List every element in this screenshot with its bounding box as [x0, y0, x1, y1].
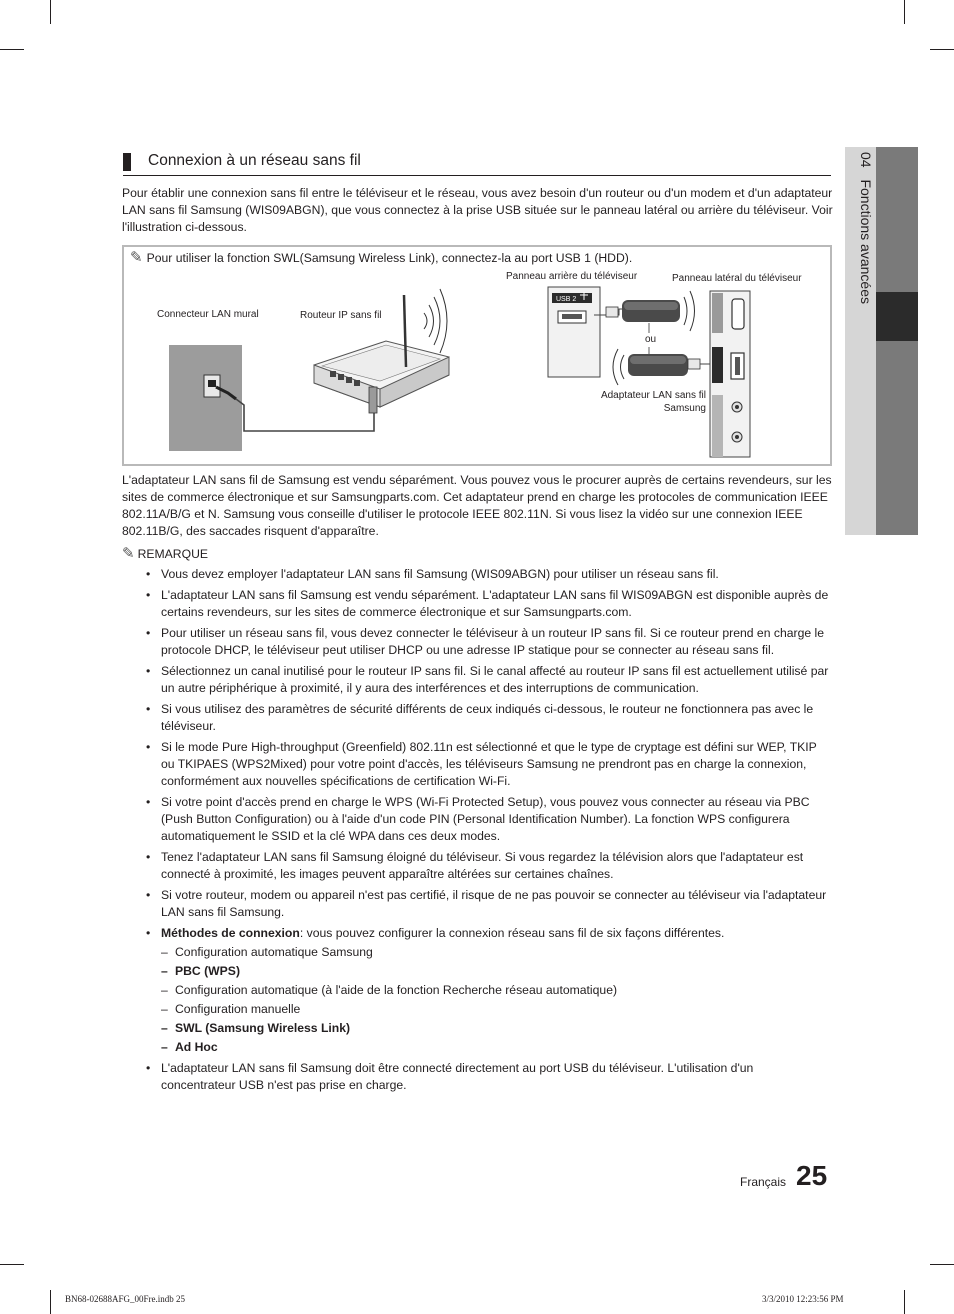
note-item: • Tenez l'adaptateur LAN sans fil Samsung éloigné du téléviseur. Si vous regardez la télévision alors que l'adaptateur est connecté à proximité, les images peuvent apparaître altérées sur certaines chaînes.: [146, 849, 830, 883]
label-wall-lan: Connecteur LAN mural: [157, 309, 259, 320]
note-item: • Pour utiliser un réseau sans fil, vous devez connecter le téléviseur à un routeur IP sans fil. Si ce routeur prend en charge le protocole DHCP, le téléviseur peut utiliser DHCP ou une adresse IP statique pour se connecter au réseau sans fil.: [146, 625, 830, 659]
crop-mark: [930, 49, 954, 50]
figure-drawing: [124, 247, 830, 464]
wall-lan-illustration: [169, 345, 242, 451]
label-adapter-line1: Adaptateur LAN sans fil: [600, 390, 706, 401]
method-item: – Configuration manuelle: [161, 1001, 830, 1018]
label-rear-panel: Panneau arrière du téléviseur: [506, 271, 638, 282]
crop-mark: [0, 1264, 24, 1265]
method-item: – PBC (WPS): [161, 963, 830, 980]
print-slug-date: 3/3/2010 12:23:56 PM: [762, 1294, 844, 1304]
lan-cable: [236, 399, 374, 431]
note-item: • Si le mode Pure High-throughput (Greenfield) 802.11n est sélectionné et que le type de cryptage est défini sur WEP, TKIP ou TKIPAES (WPS2Mixed) pour votre point d'accès, les téléviseurs Samsung ne prendront pas en charge la connexion, conformément aux nouvelles spécifications de certification Wi-Fi.: [146, 739, 830, 790]
crop-mark: [904, 0, 905, 24]
note-item: • Sélectionnez un canal inutilisé pour le routeur IP sans fil. Si le canal affecté au routeur IP sans fil est actuellement utilisé par un autre périphérique à proximité, il y aura des interférences et des interruptions de communication.: [146, 663, 830, 697]
side-panel-illustration: [710, 291, 750, 457]
router-illustration: [314, 289, 449, 413]
rear-panel-illustration: [548, 287, 600, 377]
note-item: • Si vous utilisez des paramètres de sécurité différents de ceux indiqués ci-dessous, le routeur ne fonctionnera pas avec le téléviseur.: [146, 701, 830, 735]
crop-mark: [0, 49, 24, 50]
note-item: • Si votre routeur, modem ou appareil n'est pas certifié, il risque de ne pas pouvoir se connecter au téléviseur via l'adaptateur LAN sans fil Samsung.: [146, 887, 830, 921]
chapter-number: 04: [858, 152, 874, 168]
crop-mark: [50, 1290, 51, 1314]
remarque-heading: [122, 545, 208, 563]
print-slug-file: BN68-02688AFG_00Fre.indb 25: [65, 1294, 186, 1304]
usb-port-label: USB 2: [556, 296, 577, 303]
label-side-panel: Panneau latéral du téléviseur: [672, 273, 802, 284]
usb-adapter-upper: [594, 291, 695, 331]
adapter-paragraph: L'adaptateur LAN sans fil de Samsung est vendu séparément. Vous pouvez vous le procurer auprès de certains revendeurs, sur les sites de commerce électronique et sur Samsungparts.com. Cet adaptateur prend en charge les protocoles de communication IEEE 802.11A/B/G et N. Samsung vous conseille d'utiliser le protocole IEEE 802.11N. Si vous lisez la vidéo sur une connexion IEEE 802.11B/G, des saccades risquent d'apparaître.: [122, 473, 832, 538]
usb-adapter-lower: [613, 349, 714, 385]
chapter-tab-label: [848, 152, 874, 352]
page-number: 25: [796, 1160, 828, 1191]
pencil-icon: ✎: [130, 249, 143, 266]
label-adapter-line2: Samsung: [663, 403, 706, 414]
method-item: – Configuration automatique (à l'aide de la fonction Recherche réseau automatique): [161, 982, 830, 999]
section-heading: [123, 152, 831, 176]
chapter-tab-band: [876, 147, 918, 535]
note-item: • Si votre point d'accès prend en charge le WPS (Wi-Fi Protected Setup), vous pouvez vous connecter au réseau via PBC (Push Button Configuration) ou à l'aide d'un code PIN (Personal Identification Number). La fonction WPS configurera automatiquement le SSID et la clé WPA dans ces deux modes.: [146, 794, 830, 845]
crop-mark: [904, 1290, 905, 1314]
method-item: – Configuration automatique Samsung: [161, 944, 830, 961]
label-or: ou: [645, 334, 657, 345]
label-ip-router: Routeur IP sans fil: [300, 310, 382, 321]
figure-note-text: Pour utiliser la fonction SWL(Samsung Wireless Link), connectez-la au port USB 1 (HDD).: [146, 251, 633, 265]
crop-mark: [50, 0, 51, 24]
heading-bar: [123, 153, 131, 171]
note-item: • L'adaptateur LAN sans fil Samsung est vendu séparément. L'adaptateur LAN sans fil WIS09ABGN est disponible auprès de certains revendeurs, sur les sites de commerce électronique et sur Samsungparts.com.: [146, 587, 830, 621]
methods-label: Méthodes de connexion: [161, 926, 300, 940]
note-item: • L'adaptateur LAN sans fil Samsung doit être connecté directement au port USB du téléviseur. L'utilisation d'un concentrateur USB n'est pas prise en charge.: [146, 1060, 830, 1094]
notes-list: [146, 566, 830, 1098]
footer-language: Français: [740, 1175, 787, 1189]
remarque-title: REMARQUE: [137, 547, 209, 561]
intro-paragraph: Pour établir une connexion sans fil entre le téléviseur et le réseau, vous avez besoin d'un routeur ou d'un modem et d'un adaptateur LAN sans fil Samsung (WIS09ABGN), que vous connectez à la prise USB située sur le panneau latéral ou arrière du téléviseur. Voir l'illustration ci-dessous.: [122, 186, 833, 234]
note-item-methods: [146, 925, 830, 1056]
note-item: • Vous devez employer l'adaptateur LAN sans fil Samsung (WIS09ABGN) pour utiliser un réseau sans fil.: [146, 566, 830, 583]
method-item: – Ad Hoc: [161, 1039, 830, 1056]
crop-mark: [930, 1264, 954, 1265]
methods-text: : vous pouvez configurer la connexion réseau sans fil de six façons différentes.: [299, 926, 725, 940]
section-title: Connexion à un réseau sans fil: [148, 152, 361, 169]
methods-list: [161, 944, 830, 1056]
chapter-title: Fonctions avancées: [858, 179, 874, 304]
pencil-icon: ✎: [122, 545, 135, 562]
chapter-tab-marker: [876, 292, 918, 341]
method-item: – SWL (Samsung Wireless Link): [161, 1020, 830, 1037]
connection-figure: [122, 245, 832, 466]
